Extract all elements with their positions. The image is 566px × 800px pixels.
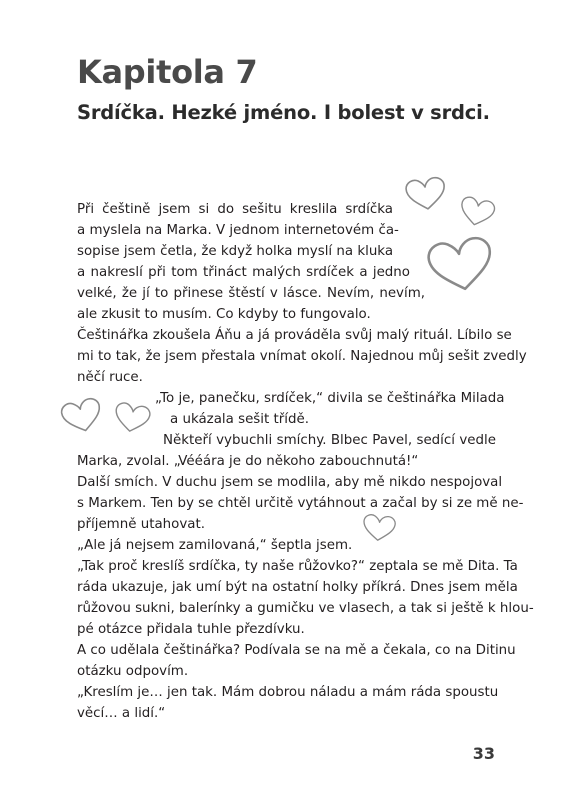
text-line: „Kreslím je… jen tak. Mám dobrou náladu a mám ráda spoustu — [77, 685, 499, 700]
heart-icon — [404, 176, 448, 212]
text-line: „Tak proč kreslíš srdíčka, ty naše růžovko?“ zeptala se mě Dita. Ta — [77, 559, 518, 574]
text-line: ale zkusit to musím. Co kdyby to fungovalo. — [77, 307, 371, 322]
text-line: růžovou sukni, balerínky a gumičku ve vlasech, a tak si ještě k hlou- — [77, 601, 534, 616]
text-line: Češtinářka zkoušela Áňu a já prováděla svůj malý rituál. Líbilo se — [77, 328, 512, 343]
text-line: a myslela na Marka. V jednom internetovém ča- — [77, 223, 399, 238]
text-line: mi to tak, že jsem přestala vnímat okolí. Najednou můj sešit zvedly — [77, 349, 527, 364]
chapter-subtitle: Srdíčka. Hezké jméno. I bolest v srdci. — [77, 101, 490, 124]
text-line: Další smích. V duchu jsem se modlila, aby mě nikdo nespojoval — [77, 475, 503, 490]
text-line: s Markem. Ten by se chtěl určitě vytáhnout a začal by si ze mě ne- — [77, 496, 524, 511]
text-line: ráda ukazuje, jak umí být na ostatní holky příkrá. Dnes jsem měla — [77, 580, 518, 595]
text-line: velké, že jí to přinese štěstí v lásce. Nevím, nevím, — [77, 286, 425, 301]
text-line: a nakreslí při tom třináct malých srdíček a jedno — [77, 265, 410, 280]
text-line: něčí ruce. — [77, 370, 143, 385]
heart-icon — [424, 236, 498, 294]
heart-icon — [458, 196, 496, 228]
text-line: příjemně utahovat. — [77, 517, 205, 532]
text-line: Marka, zvolal. „Vééára je do někoho zabouchnutá!“ — [77, 454, 419, 469]
text-line: věcí… a lidí.“ — [77, 706, 166, 721]
text-line: A co udělala češtinářka? Podívala se na mě a čekala, co na Ditinu — [77, 643, 516, 658]
text-line: Při češtině jsem si do sešitu kreslila srdíčka — [77, 202, 393, 217]
text-line: Někteří vybuchli smíchy. Blbec Pavel, sedící vedle — [163, 433, 496, 448]
text-line: „To je, panečku, srdíček,“ divila se češtinářka Milada — [155, 391, 505, 406]
text-line: a ukázala sešit třídě. — [170, 412, 309, 427]
heart-icon — [60, 398, 104, 434]
text-line: „Ale já nejsem zamilovaná,“ šeptla jsem. — [77, 538, 353, 553]
heart-icon — [112, 402, 152, 434]
text-line: otázku odpovím. — [77, 664, 189, 679]
chapter-title: Kapitola 7 — [77, 53, 258, 91]
heart-icon — [361, 513, 397, 543]
text-line: sopise jsem četla, že když holka myslí na kluka — [77, 244, 394, 259]
page-number: 33 — [472, 744, 495, 763]
text-line: pé otázce přidala tuhle přezdívku. — [77, 622, 305, 637]
